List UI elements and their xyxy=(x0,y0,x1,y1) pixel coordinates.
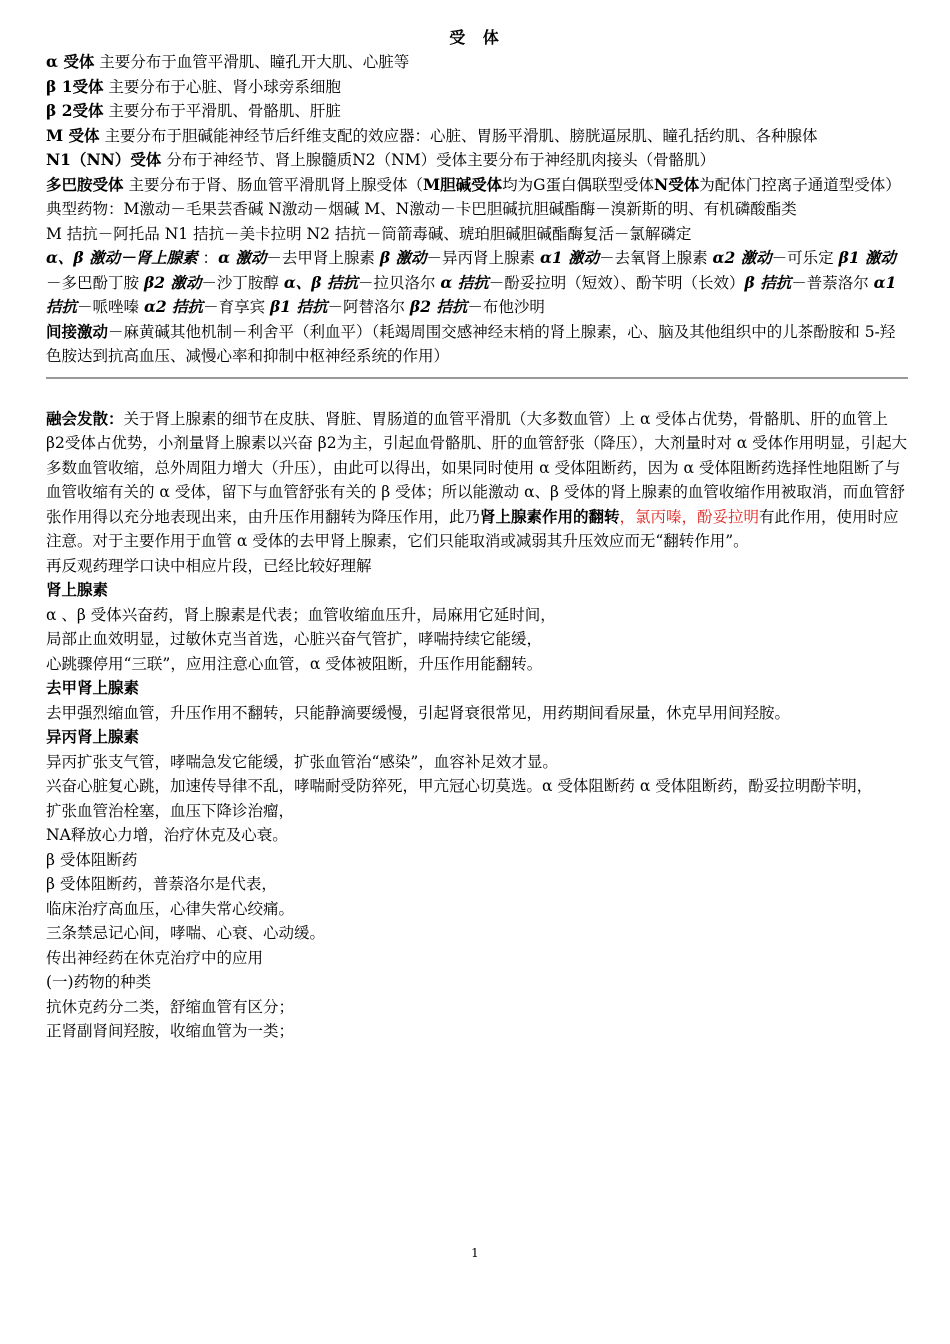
receptor-text: 主要分布于心脏、肾小球旁系细胞 xyxy=(108,77,341,96)
fusion-text: 有此作用，使用时应注意。对于主要作用于血管 α 受体的去甲肾上腺素，它们只能取消或减弱其升压效应而无“翻转作用”。 xyxy=(46,507,899,550)
drug-name-text: －哌唑嗪 xyxy=(77,298,144,316)
drug-name-text: －育享宾 xyxy=(203,298,270,316)
mnemonic-lines xyxy=(46,554,908,1044)
section-heading: 异丙肾上腺素 xyxy=(46,727,140,746)
indirect-agonist xyxy=(46,320,908,369)
receptor-line-n xyxy=(46,148,908,173)
drug-name-text: －多巴酚丁胺 xyxy=(46,273,144,292)
drug-class-label: β1 拮抗 xyxy=(270,297,328,316)
indirect-text: －麻黄碱其他机制－利舍平（利血平）（耗竭周围交感神经末梢的肾上腺素，心、脑及其他组织中的儿茶酚胺和 5-羟色胺达到抗高血压、减慢心率和抑制中枢神经系统的作用） xyxy=(46,322,896,365)
fusion-text: 关于肾上腺素的细节在皮肤、肾脏、胃肠道的血管平滑肌（大多数血管）上 α 受体占优势，骨骼肌、肝的血管上 β2受体占优势，小剂量肾上腺素以兴奋 β2为主，引起血骨骼肌、肝的血管舒张（降压），大剂量时对 α 受体作用明显，引起大多数血管收缩，总外周阻力增大（升压），由此可以得出，如果同时使用 α 受体阻断药，因为 α 受体阻断药选择性地阻断了与血管收缩有关的 α 受体，留下与血管舒张有关的 β 受体；所以能激动 α、β 受体的肾上腺素的血管收缩作用被取消，而血管舒张作用得以充分地表现出来，由升压作用翻转为降压作用，此乃 xyxy=(46,409,908,526)
antagonist-drugs: M 拮抗－阿托品 N1 拮抗－美卡拉明 N2 拮抗－筒箭毒碱、琥珀胆碱胆碱酯酶复活－氯解磷定 xyxy=(46,224,692,243)
document-page xyxy=(46,26,908,1044)
text-line: 兴奋心脏复心跳，加速传导律不乱，哮喘耐受防猝死，甲亢冠心切莫选。α 受体阻断药 α 受体阻断药，酚妥拉明酚苄明， xyxy=(46,777,873,795)
text-line: 局部止血效明显，过敏休克当首选，心脏兴奋气管扩，哮喘持续它能缓， xyxy=(46,630,543,648)
drug-name-text: －去氧肾上腺素 xyxy=(599,249,713,267)
drug-name-text: －酚妥拉明（短效）、酚苄明（长效） xyxy=(488,273,745,292)
receptor-text: 主要分布于胆碱能神经节后纤维支配的效应器：心脏、胃肠平滑肌、膀胱逼尿肌、瞳孔括约肌、各种腺体 xyxy=(104,126,818,145)
text-line: (一)药物的种类 xyxy=(46,973,152,991)
section-divider xyxy=(46,377,908,379)
text-line: β 受体阻断药，普萘洛尔是代表， xyxy=(46,875,277,893)
drug-class-label: α1 拮抗 xyxy=(46,272,897,316)
drug-class-label: α、β 激动－肾上腺素 xyxy=(46,248,198,267)
drug-name-text: －普萘洛尔 xyxy=(791,273,874,292)
text-line: 传出神经药在休克治疗中的应用 xyxy=(46,948,264,967)
receptor-text: 均为G蛋白偶联型受体 xyxy=(502,175,655,194)
text-line: α 、β 受体兴奋药，肾上腺素是代表；血管收缩血压升，局麻用它延时间， xyxy=(46,605,556,624)
drug-name-text: －可乐定 xyxy=(771,249,839,267)
drug-name-text: －异丙肾上腺素 xyxy=(426,249,540,267)
drug-class-label: α2 拮抗 xyxy=(143,297,204,316)
receptor-name: α 受体 xyxy=(46,52,95,71)
text-line: 再反观药理学口诀中相应片段，已经比较好理解 xyxy=(46,556,372,575)
fusion-paragraph xyxy=(46,407,908,554)
drug-class-label: α2 激动 xyxy=(712,248,772,267)
drug-class-label: β 激动 xyxy=(379,248,427,267)
drug-class-label: β2 激动 xyxy=(143,272,202,292)
receptor-line-beta1 xyxy=(46,75,908,100)
text-line: 扩张血管治栓塞，血压下降诊治瘤， xyxy=(46,801,295,820)
receptor-text: 分布于神经节、肾上腺髓质N2（NM）受体主要分布于神经肌肉接头（骨骼肌） xyxy=(166,151,716,169)
receptor-text: 主要分布于肾、肠血管平滑肌肾上腺受体（ xyxy=(128,175,423,194)
text-line: 异丙扩张支气管，哮喘急发它能缓，扩张血管治“感染”，血容补足效才显。 xyxy=(46,752,558,771)
receptor-name: 多巴胺受体 xyxy=(46,174,124,194)
fusion-red-text: ，氯丙嗪，酚妥拉明 xyxy=(619,507,760,526)
drug-name-text: －去甲肾上腺素 xyxy=(266,249,380,267)
receptor-name: N1（NN）受体 xyxy=(46,150,162,169)
page-title: 受 体 xyxy=(449,28,505,47)
receptor-line-beta2 xyxy=(46,99,908,124)
fusion-label: 融会发散： xyxy=(46,408,124,428)
text-line: 抗休克药分二类，舒缩血管有区分； xyxy=(46,997,295,1016)
text-line: 心跳骤停用“三联”，应用注意心血管，α 受体被阻断，升压作用能翻转。 xyxy=(46,654,543,673)
drug-name-text: －拉贝洛尔 xyxy=(357,273,441,292)
page-number: 1 xyxy=(471,1246,479,1260)
fusion-bold-text: 肾上腺素作用的翻转 xyxy=(480,506,620,526)
text-line: 临床治疗高血压，心律失常心绞痛。 xyxy=(46,899,295,918)
section-heading: 肾上腺素 xyxy=(46,580,109,599)
drug-name-text: －沙丁胺醇 xyxy=(201,273,284,292)
drug-class-label: β 拮抗 xyxy=(744,272,792,292)
drug-class-label: β1 激动 xyxy=(838,248,897,267)
receptor-text: 主要分布于平滑肌、骨骼肌、肝脏 xyxy=(108,102,341,120)
receptor-text: 为配体门控离子通道型受体） xyxy=(699,175,901,194)
agonist-paragraph xyxy=(46,246,908,320)
drug-name-text: －阿替洛尔 xyxy=(327,298,410,316)
receptor-name: β 1受体 xyxy=(46,76,104,96)
receptor-text: 主要分布于血管平滑肌、瞳孔开大肌、心脏等 xyxy=(99,53,410,71)
typical-drugs: 典型药物：M激动－毛果芸香碱 N激动－烟碱 M、N激动－卡巴胆碱抗胆碱酯酶－溴新斯的明、有机磷酸酯类 xyxy=(46,200,797,218)
section-heading: 去甲肾上腺素 xyxy=(46,678,140,697)
receptor-name: M 受体 xyxy=(46,125,100,145)
drug-name-text: ： xyxy=(197,249,219,267)
receptor-name: N受体 xyxy=(654,174,700,194)
receptor-name: M胆碱受体 xyxy=(422,174,503,194)
text-line: 去甲强烈缩血管，升压作用不翻转，只能静滴要缓慢，引起肾衰很常见，用药期间看尿量，休克早用间羟胺。 xyxy=(46,703,791,722)
drug-name-text: －布他沙明 xyxy=(467,298,545,316)
text-line: NA释放心力增，治疗休克及心衰。 xyxy=(46,826,288,844)
receptor-line-dopamine xyxy=(46,173,908,198)
drug-class-label: α 拮抗 xyxy=(440,272,489,292)
receptor-name: β 2受体 xyxy=(46,101,104,120)
receptor-line-alpha xyxy=(46,50,908,75)
drug-class-label: α 激动 xyxy=(218,248,267,267)
text-line: 三条禁忌记心间，哮喘、心衰、心动缓。 xyxy=(46,924,326,942)
receptor-line-m xyxy=(46,124,908,149)
drug-class-label: α、β 拮抗 xyxy=(283,272,358,292)
indirect-label: 间接激动 xyxy=(46,321,109,341)
text-line: 正肾副肾间羟胺，收缩血管为一类； xyxy=(46,1022,295,1040)
drug-class-label: α1 激动 xyxy=(539,248,600,267)
drug-class-label: β2 拮抗 xyxy=(409,297,468,316)
text-line: β 受体阻断药 xyxy=(46,850,138,869)
